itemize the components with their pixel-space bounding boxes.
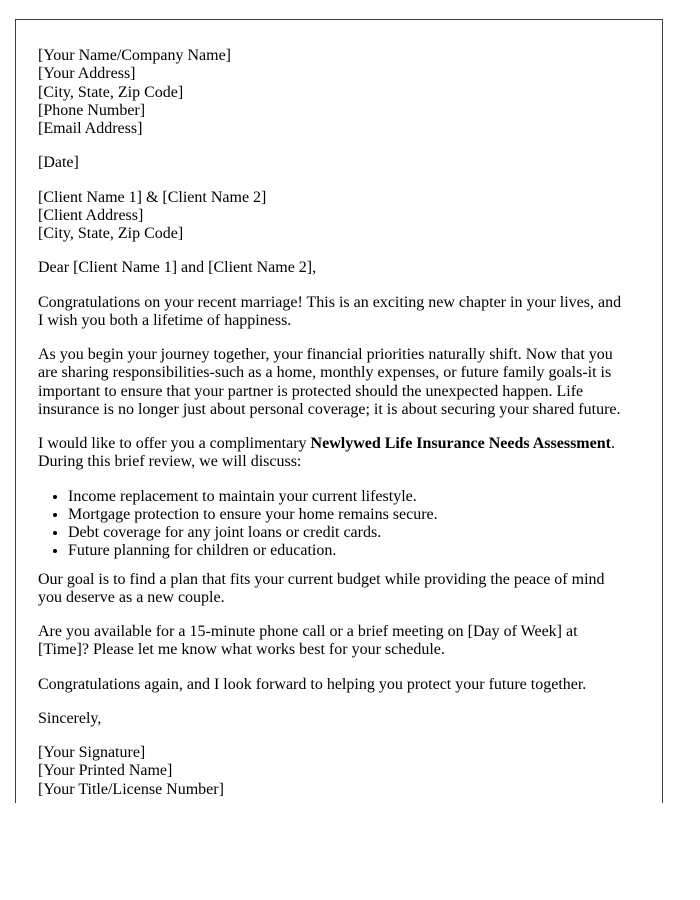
salutation-line: Dear [Client Name 1] and [Client Name 2], — [38, 259, 317, 277]
list-item-future-planning: • Future planning for children or education. — [68, 542, 630, 560]
sender-city-state-zip-line: [City, State, Zip Code] — [38, 83, 184, 101]
offer-text-after: . During this brief review, we will discuss: — [38, 435, 615, 471]
recipient-city-state-zip-line: [City, State, Zip Code] — [38, 225, 184, 242]
offer-text-before: I would like to offer you a complimentary — [38, 435, 311, 452]
signature-line: [Your Signature] — [38, 744, 146, 761]
signature-block — [38, 744, 630, 799]
list-item-income-replacement: • Income replacement to maintain your current lifestyle. — [68, 488, 630, 506]
sender-name-line: [Your Name/Company Name] — [38, 47, 232, 64]
sender-email-line: [Email Address] — [38, 120, 143, 137]
paragraph-financial-priorities: As you begin your journey together, your financial priorities naturally shift. Now that you are sharing responsibilities-such as a home, monthly expenses, or future family goals-it is important to ensure that your partner is protected should the unexpected happen. Life insurance is no longer just about personal coverage; it is about securing your shared future. — [38, 346, 621, 418]
discussion-topics-list — [38, 488, 630, 561]
sender-info-block — [38, 47, 630, 138]
paragraph-closing: Congratulations again, and I look forward to helping you protect your future together. — [38, 675, 587, 693]
list-item-debt-coverage: • Debt coverage for any joint loans or credit cards. — [68, 524, 630, 542]
paragraph-congratulations: Congratulations on your recent marriage! This is an exciting new chapter in your lives, and I wish you both a lifetime of happiness. — [38, 293, 622, 329]
printed-name-line: [Your Printed Name] — [38, 762, 173, 780]
sender-phone-line: [Phone Number] — [38, 101, 146, 119]
paragraph-goal: Our goal is to find a plan that fits your current budget while providing the peace of mind you deserve as a new couple. — [38, 570, 605, 606]
paragraph-offer — [38, 435, 630, 472]
offer-assessment-title: Newlywed Life Insurance Needs Assessment — [310, 435, 611, 452]
signoff-line: Sincerely, — [38, 709, 102, 727]
letter-template-box — [15, 19, 663, 803]
sender-address-line: [Your Address] — [38, 65, 136, 83]
recipient-address-line: [Client Address] — [38, 206, 144, 224]
paragraph-availability: Are you available for a 15-minute phone call or a brief meeting on [Day of Week] at [Time]? Please let me know what works best for your schedule. — [38, 623, 578, 659]
title-license-line: [Your Title/License Number] — [38, 780, 224, 798]
date-line: [Date] — [38, 154, 79, 172]
list-item-mortgage-protection: • Mortgage protection to ensure your home remains secure. — [68, 506, 630, 524]
recipient-info-block — [38, 189, 630, 244]
recipient-names-line: [Client Name 1] & [Client Name 2] — [38, 188, 267, 206]
